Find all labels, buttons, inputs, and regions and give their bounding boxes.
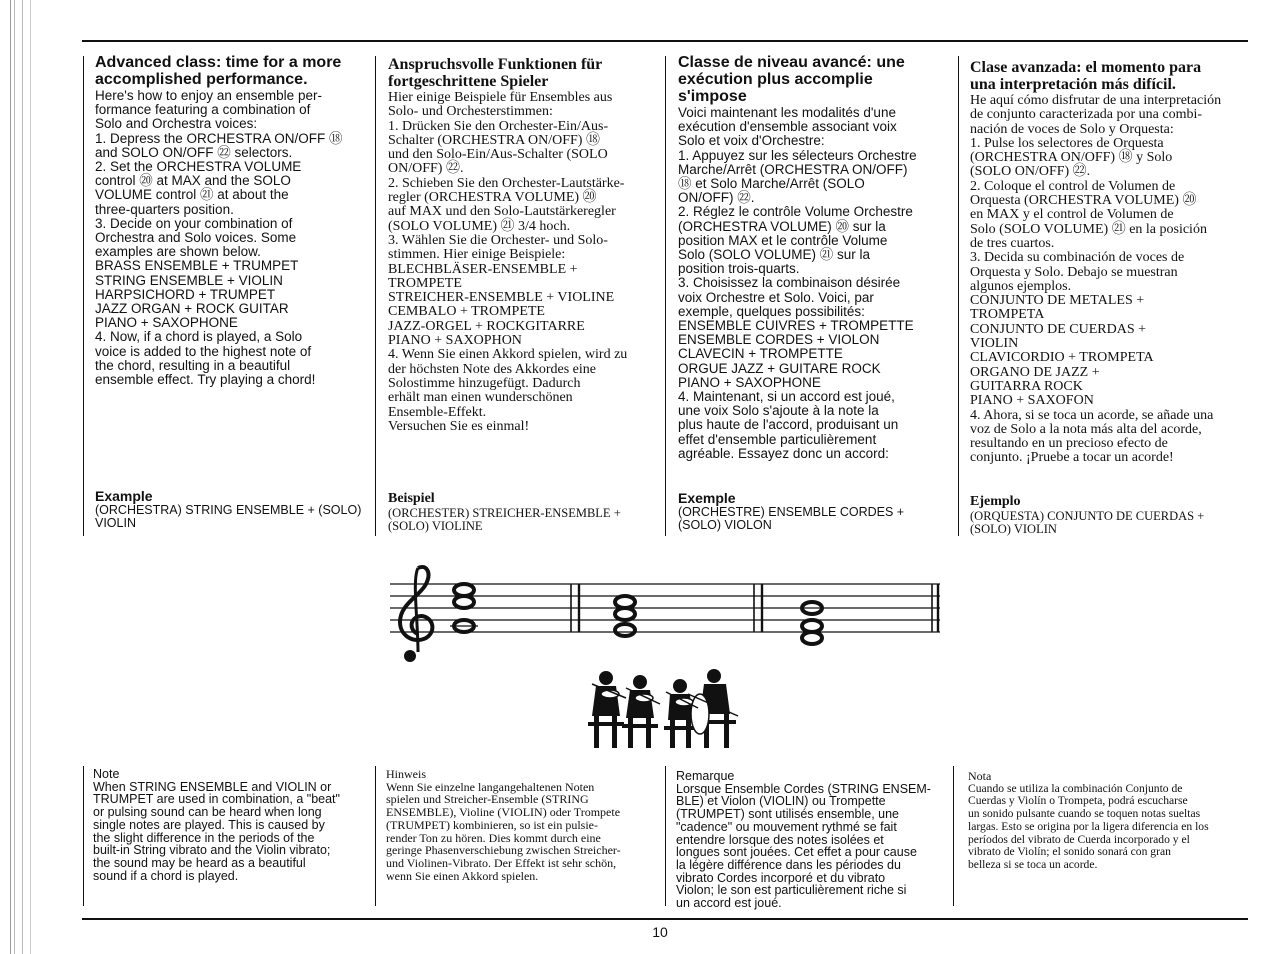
text-line: conjunto. ¡Pruebe a tocar un acorde!: [970, 450, 1174, 466]
text-line: Voici maintenant les modalités d'une: [678, 105, 896, 120]
text-line: de conjunto caracterizada por una combi-: [970, 107, 1203, 123]
text-line: the slight difference in the periods of the: [93, 830, 315, 845]
text-line: spielen und Streicher-Ensemble (STRING: [386, 792, 589, 807]
text-line: (SOLO ON/OFF) ㉒.: [970, 164, 1091, 180]
text-line: de tres cuartos.: [970, 235, 1055, 251]
text-line: VIOLIN: [95, 516, 136, 530]
text-line: Orquesta y Solo. Debajo se muestran: [970, 264, 1178, 280]
text-line: Lorsque Ensemble Cordes (STRING ENSEM-: [676, 781, 931, 796]
text-line: sound if a chord is played.: [93, 868, 239, 883]
scan-edge-line: [14, 0, 15, 954]
example-heading: Ejemplo: [970, 494, 1021, 509]
section-body: [95, 89, 370, 387]
column-divider: [665, 766, 666, 906]
text-line: BRASS ENSEMBLE + TRUMPET: [95, 258, 299, 274]
text-line: the chord, resulting in a beautiful: [95, 357, 291, 373]
text-line: un sonido pulsante cuando se toquen notas sueltas: [968, 807, 1201, 821]
text-line: (SOLO) VIOLIN: [970, 522, 1057, 536]
text-line: Versuchen Sie es einmal!: [388, 418, 530, 434]
text-line: (SOLO) VIOLON: [678, 518, 772, 532]
text-line: ON/OFF) ㉒.: [678, 190, 755, 206]
example-body: [678, 506, 953, 532]
text-line: fortgeschrittene Spieler: [388, 73, 549, 90]
example-body: [388, 507, 663, 533]
french-note: [676, 770, 951, 910]
text-line: PIANO + SAXOPHON: [388, 333, 522, 349]
text-line: exécution d'ensemble associant voix: [678, 119, 897, 135]
column-divider: [953, 766, 954, 906]
text-line: Marche/Arrêt (ORCHESTRA ON/OFF): [678, 161, 908, 177]
text-line: voz de Solo a la nota más alta del acorde,: [970, 421, 1202, 437]
note-body: [968, 783, 1244, 872]
text-line: TROMPETE: [388, 275, 462, 291]
section-body: [388, 91, 663, 434]
text-line: ensemble effect. Try playing a chord!: [95, 372, 316, 388]
text-line: Solo (SOLO VOLUME) ㉑ en la posición: [970, 221, 1207, 237]
text-line: He aquí cómo disfrutar de una interpretación: [970, 93, 1222, 108]
example-heading: Exemple: [678, 490, 736, 506]
note-body: [93, 781, 371, 883]
text-line: and SOLO ON/OFF ㉒ selectors.: [95, 144, 293, 160]
text-line: en MAX y el control de Volumen de: [970, 207, 1174, 223]
text-line: ON/OFF) ㉒.: [388, 161, 464, 177]
text-line: single notes are played. This is caused by: [93, 817, 325, 832]
text-line: Ensemble-Effekt.: [388, 404, 487, 420]
text-line: (SOLO) VIOLINE: [388, 519, 483, 533]
text-line: la légère différence dans les périodes du: [676, 857, 901, 872]
text-line: der höchsten Note des Akkordes eine: [388, 361, 596, 377]
text-line: VIOLIN: [970, 336, 1019, 352]
section-body: [970, 94, 1245, 466]
text-line: TRUMPET are used in combination, a "beat": [93, 792, 340, 807]
text-line: Solo et voix d'Orchestre:: [678, 133, 825, 149]
text-line: une voix Solo s'ajoute à la note la: [678, 403, 879, 419]
text-line: 1. Appuyez sur les sélecteurs Orchestre: [678, 147, 917, 163]
text-line: Orquesta (ORCHESTRA VOLUME) ⑳: [970, 193, 1197, 209]
text-line: 3. Decide on your combination of: [95, 215, 293, 231]
text-line: ENSEMBLE CORDES + VIOLON: [678, 332, 880, 348]
text-line: Solo- und Orchesterstimmen:: [388, 104, 553, 120]
text-line: Solostimme hinzugefügt. Dadurch: [388, 375, 581, 391]
text-line: Clase avanzada: el momento para: [970, 59, 1202, 76]
text-line: ⑱ et Solo Marche/Arrêt (SOLO: [678, 176, 865, 192]
text-line: ENSEMBLE), Violine (VIOLIN) oder Trompete: [386, 805, 621, 820]
column-divider: [958, 56, 959, 536]
text-line: una interpretación más difícil.: [970, 76, 1176, 93]
text-line: PIANO + SAXOPHONE: [678, 374, 821, 390]
spanish-note: [968, 770, 1244, 872]
text-line: entendre lorsque des notes isolées et: [676, 832, 884, 847]
text-line: 4. Maintenant, si un accord est joué,: [678, 389, 895, 405]
text-line: resultando en un precioso efecto de: [970, 436, 1168, 452]
text-line: 4. Ahora, si se toca un acorde, se añade una: [970, 407, 1214, 423]
column-divider: [83, 766, 84, 906]
text-line: voice is added to the highest note of: [95, 343, 312, 359]
text-line: VOLUME control ㉑ at about the: [95, 187, 289, 203]
text-line: nación de voces de Solo y Orquesta:: [970, 121, 1174, 137]
text-line: plus haute de l'accord, produisant un: [678, 417, 899, 433]
text-line: Advanced class: time for a more: [95, 54, 342, 71]
text-line: examples are shown below.: [95, 244, 261, 260]
text-line: 1. Depress the ORCHESTRA ON/OFF ⑱: [95, 130, 343, 146]
text-line: 4. Now, if a chord is played, a Solo: [95, 329, 303, 345]
text-line: STREICHER-ENSEMBLE + VIOLINE: [388, 290, 615, 306]
text-line: the sound may be heard as a beautiful: [93, 855, 306, 870]
text-line: exemple, quelques possibilités:: [678, 303, 865, 319]
chord-notes: [615, 596, 635, 636]
text-line: PIANO + SAXOFON: [970, 393, 1094, 409]
text-line: Solo (SOLO VOLUME) ㉑ sur la: [678, 247, 871, 263]
text-line: Hier einige Beispiele für Ensembles aus: [388, 90, 613, 105]
text-line: Wenn Sie einzelne langangehaltenen Noten: [386, 779, 595, 794]
text-line: CLAVICORDIO + TROMPETA: [970, 350, 1154, 366]
text-line: (ORCHESTER) STREICHER-ENSEMBLE +: [388, 506, 621, 520]
top-rule: [82, 40, 1248, 42]
german-section: [388, 56, 663, 434]
french-example: [678, 490, 953, 532]
text-line: BLE) et Violon (VIOLIN) ou Trompette: [676, 794, 886, 809]
text-line: und den Solo-Ein/Aus-Schalter (SOLO: [388, 147, 608, 163]
german-example: [388, 491, 663, 533]
text-line: ORGANO DE JAZZ +: [970, 364, 1100, 380]
page-number: 10: [652, 924, 668, 940]
chord-notes: [454, 584, 474, 632]
german-note: [386, 768, 664, 882]
text-line: (SOLO VOLUME) ㉑ 3/4 hoch.: [388, 218, 571, 234]
music-staff: [388, 560, 944, 670]
text-line: "cadence" ou mouvement rythmé se fait: [676, 819, 897, 834]
text-line: auf MAX und den Solo-Lautstärkeregler: [388, 204, 616, 220]
text-line: Orchestra and Solo voices. Some: [95, 230, 297, 246]
example-body: [970, 510, 1245, 536]
treble-clef-icon: [400, 567, 432, 662]
text-line: Cuando se utiliza la combinación Conjunto de: [968, 781, 1183, 795]
text-line: s'impose: [678, 88, 747, 105]
text-line: 3. Wählen Sie die Orchester- und Solo-: [388, 232, 608, 248]
note-heading: Remarque: [676, 769, 735, 783]
text-line: built-in String vibrato and the Violin vibrato;: [93, 843, 331, 858]
text-line: Classe de niveau avancé: une: [678, 54, 905, 71]
scan-edge-line: [10, 0, 11, 954]
english-example: [95, 488, 370, 530]
section-title: [678, 54, 953, 105]
section-title: [388, 56, 663, 90]
text-line: control ⑳ at MAX and the SOLO: [95, 173, 291, 189]
text-line: ENSEMBLE CUIVRES + TROMPETTE: [678, 318, 914, 334]
note-body: [676, 783, 951, 910]
text-line: voix Orchestre et Solo. Voici, par: [678, 289, 874, 305]
text-line: PIANO + SAXOPHONE: [95, 315, 238, 331]
text-line: 3. Choisissez la combinaison désirée: [678, 275, 901, 291]
text-line: vibrato de Violín; el sonido sonará con gran: [968, 845, 1171, 859]
example-heading: Example: [95, 488, 153, 504]
text-line: JAZZ-ORGEL + ROCKGITARRE: [388, 318, 585, 334]
text-line: (ORCHESTRA ON/OFF) ⑱ y Solo: [970, 150, 1173, 166]
text-line: Violon; le son est particulièrement riche si: [676, 883, 907, 898]
text-line: BLECHBLÄSER-ENSEMBLE +: [388, 261, 578, 277]
text-line: STRING ENSEMBLE + VIOLIN: [95, 272, 283, 288]
text-line: agréable. Essayez donc un accord:: [678, 445, 889, 461]
text-line: effet d'ensemble particulièrement: [678, 431, 877, 447]
section-title: [95, 54, 370, 88]
text-line: render Ton zu hören. Dies kommt durch eine: [386, 830, 601, 845]
column-divider: [665, 56, 666, 536]
scan-edge-line: [30, 0, 31, 954]
text-line: 2. Schieben Sie den Orchester-Lautstärke-: [388, 175, 625, 191]
text-line: Anspruchsvolle Funktionen für: [388, 56, 603, 73]
text-line: vibrato Cordes incorporé et du vibrato: [676, 870, 886, 885]
text-line: un accord est joué.: [676, 896, 782, 911]
text-line: JAZZ ORGAN + ROCK GUITAR: [95, 301, 289, 317]
text-line: Here's how to enjoy an ensemble per-: [95, 88, 322, 103]
bottom-rule: [82, 918, 1248, 920]
text-line: 2. Set the ORCHESTRA VOLUME: [95, 159, 302, 175]
text-line: Cuerdas y Violín o Trompeta, podrá escucharse: [968, 794, 1188, 808]
english-note: [93, 768, 371, 882]
text-line: stimmen. Hier einige Beispiele:: [388, 247, 566, 263]
example-heading: Beispiel: [388, 491, 435, 506]
text-line: períodos del vibrato de Cuerda incorporado y el: [968, 832, 1190, 846]
french-section: [678, 54, 953, 461]
text-line: 3. Decida su combinación de voces de: [970, 250, 1185, 266]
text-line: algunos ejemplos.: [970, 278, 1072, 294]
text-line: CEMBALO + TROMPETE: [388, 304, 545, 320]
text-line: erhält man einen wunderschönen: [388, 390, 573, 406]
text-line: 4. Wenn Sie einen Akkord spielen, wird zu: [388, 347, 628, 363]
text-line: (ORCHESTRE) ENSEMBLE CORDES +: [678, 505, 905, 519]
text-line: 2. Réglez le contrôle Volume Orchestre: [678, 204, 913, 220]
text-line: largas. Esto se origina por la ligera diferencia en los: [968, 819, 1209, 833]
text-line: When STRING ENSEMBLE and VIOLIN or: [93, 779, 332, 794]
text-line: und Violinen-Vibrato. Der Effekt ist sehr schön,: [386, 855, 617, 870]
example-body: [95, 504, 370, 530]
string-quartet-illustration: [588, 664, 744, 752]
text-line: 2. Coloque el control de Volumen de: [970, 178, 1176, 194]
text-line: 1. Drücken Sie den Orchester-Ein/Aus-: [388, 118, 609, 134]
text-line: (ORQUESTA) CONJUNTO DE CUERDAS +: [970, 509, 1205, 523]
text-line: belleza si se toca un acorde.: [968, 857, 1098, 871]
text-line: CONJUNTO DE METALES +: [970, 293, 1145, 309]
note-heading: Nota: [968, 769, 992, 783]
text-line: Schalter (ORCHESTRA ON/OFF) ⑱: [388, 132, 600, 148]
column-divider: [83, 56, 84, 536]
note-heading: Note: [93, 767, 120, 781]
text-line: 1. Pulse los selectores de Orquesta: [970, 135, 1164, 151]
text-line: geringe Phasenverschiebung zwischen Streicher-: [386, 843, 621, 858]
text-line: ORGUE JAZZ + GUITARE ROCK: [678, 360, 881, 376]
section-title: [970, 59, 1245, 93]
text-line: HARPSICHORD + TRUMPET: [95, 286, 276, 302]
text-line: Solo and Orchestra voices:: [95, 116, 258, 132]
text-line: three-quarters position.: [95, 201, 234, 217]
text-line: (ORCHESTRA) STRING ENSEMBLE + (SOLO): [95, 503, 362, 517]
text-line: regler (ORCHESTRA VOLUME) ⑳: [388, 190, 597, 206]
text-line: CLAVECIN + TROMPETTE: [678, 346, 843, 362]
column-divider: [375, 56, 376, 536]
text-line: exécution plus accomplie: [678, 71, 873, 88]
spanish-example: [970, 494, 1245, 536]
english-section: [95, 54, 370, 387]
text-line: accomplished performance.: [95, 71, 308, 88]
text-line: position trois-quarts.: [678, 261, 800, 277]
note-body: [386, 781, 664, 883]
text-line: (TRUMPET) kombinieren, so ist ein pulsie-: [386, 817, 598, 832]
text-line: TROMPETA: [970, 307, 1045, 323]
text-line: CONJUNTO DE CUERDAS +: [970, 321, 1147, 337]
text-line: or pulsing sound can be heard when long: [93, 805, 322, 820]
column-divider: [375, 766, 376, 906]
spanish-section: [970, 59, 1245, 466]
text-line: longues sont jouées. Cet effet a pour cause: [676, 845, 917, 860]
text-line: wenn Sie einen Akkord spielen.: [386, 868, 539, 883]
scan-edge-line: [22, 0, 23, 954]
text-line: (TRUMPET) sont utilisés ensemble, une: [676, 807, 899, 822]
text-line: position MAX et le contrôle Volume: [678, 232, 888, 248]
text-line: GUITARRA ROCK: [970, 378, 1083, 394]
section-body: [678, 106, 953, 461]
text-line: formance featuring a combination of: [95, 102, 311, 118]
text-line: (ORCHESTRA VOLUME) ⑳ sur la: [678, 218, 886, 234]
note-heading: Hinweis: [386, 767, 426, 781]
